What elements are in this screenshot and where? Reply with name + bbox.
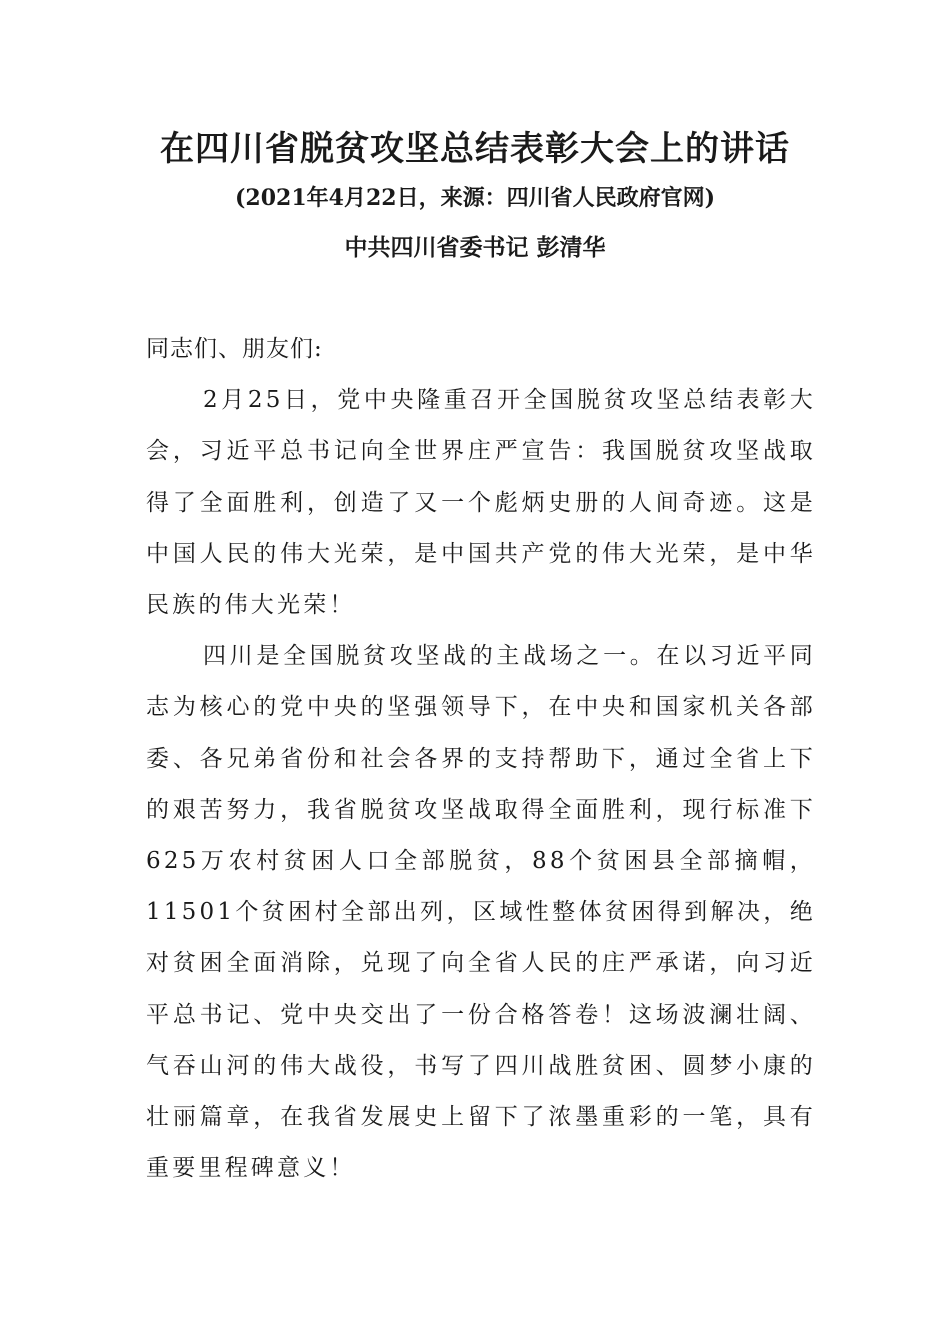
speaker-line: 中共四川省委书记 彭清华 (344, 234, 606, 261)
paragraph: 四川是全国脱贫攻坚战的主战场之一。在以习近平同志为核心的党中央的坚强领导下，在中央和国家机关各部委、各兄弟省份和社会各界的支持帮助下，通过全省上下的艰苦努力，我省脱贫攻坚战取得全面胜利，现行标准下625万农村贫困人口全部脱贫，88个贫困县全部摘帽，11501个贫困村全部出列，区域性整体贫困得到解决，绝对贫困全面消除，兑现了向全省人民的庄严承诺，向习近平总书记、党中央交出了一份合格答卷！这场波澜壮阔、气吞山河的伟大战役，书写了四川战胜贫困、圆梦小康的壮丽篇章，在我省发展史上留下了浓墨重彩的一笔，具有重要里程碑意义！ (146, 643, 816, 1182)
page-title: 在四川省脱贫攻坚总结表彰大会上的讲话 (160, 129, 790, 169)
greeting: 同志们、朋友们: (146, 336, 323, 362)
date-source-line: (2021年4月22日，来源：四川省人民政府官网) (235, 185, 715, 211)
paragraph: 2月25日，党中央隆重召开全国脱贫攻坚总结表彰大会，习近平总书记向全世界庄严宣告：我国脱贫攻坚战取得了全面胜利，创造了又一个彪炳史册的人间奇迹。这是中国人民的伟大光荣，是中国共产党的伟大光荣，是中华民族的伟大光荣！ (146, 387, 816, 619)
speech-body (146, 324, 816, 1194)
